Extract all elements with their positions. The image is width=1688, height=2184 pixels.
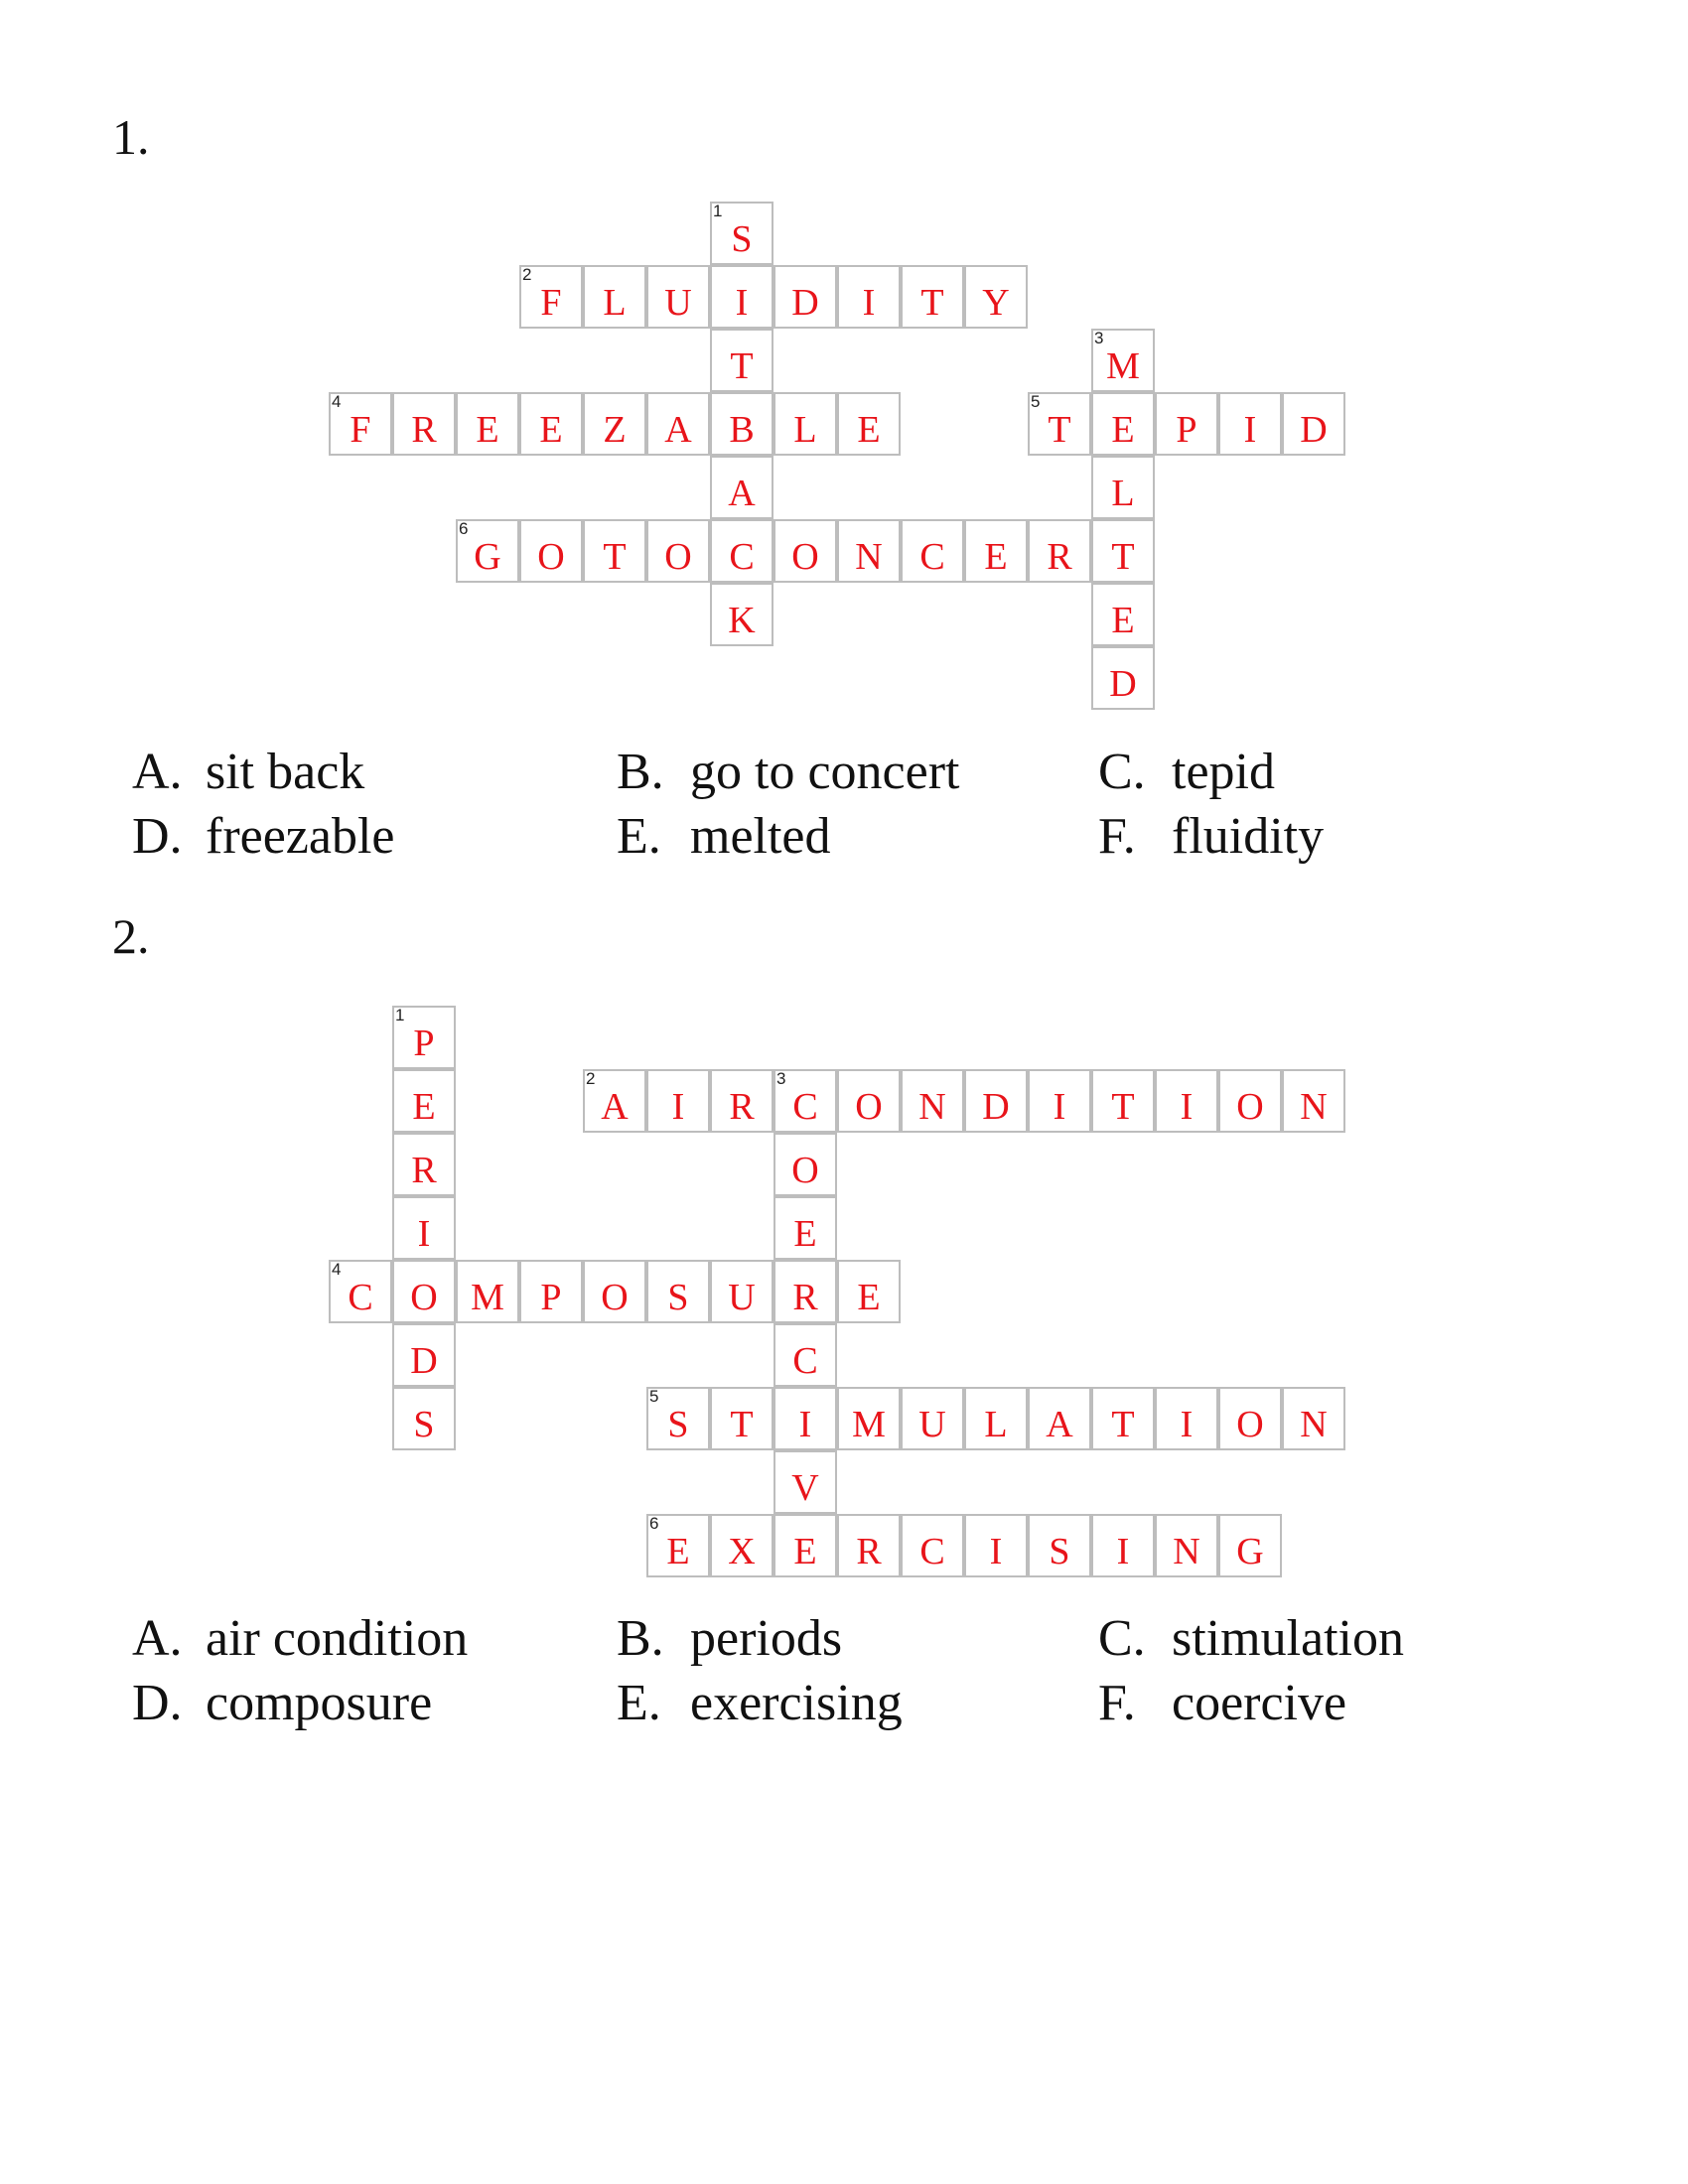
crossword-cell <box>774 1387 837 1450</box>
cell-letter: C <box>792 1340 818 1382</box>
choice-key: C. <box>1098 1610 1146 1667</box>
crossword-cell <box>392 1387 456 1450</box>
crossword-cell <box>519 519 583 583</box>
cell-letter: R <box>411 1150 437 1191</box>
choice-text: coercive <box>1172 1675 1347 1731</box>
cell-letter: M <box>1106 345 1140 387</box>
cell-letter: F <box>350 409 371 451</box>
crossword-cell <box>392 1323 456 1387</box>
choice-key: E. <box>617 1675 661 1731</box>
crossword-cell <box>1091 1387 1155 1450</box>
crossword-cell <box>583 265 646 329</box>
crossword-cell <box>583 519 646 583</box>
cell-letter: X <box>728 1531 756 1572</box>
cell-letter: N <box>1173 1531 1200 1572</box>
crossword-cell <box>774 1133 837 1196</box>
crossword-cell <box>710 202 774 265</box>
crossword-cell <box>1091 1069 1155 1133</box>
answer-choice <box>132 808 395 865</box>
cell-letter: E <box>984 536 1008 578</box>
crossword-cell <box>1155 1387 1218 1450</box>
crossword-cell <box>1091 646 1155 710</box>
crossword-cell <box>837 519 901 583</box>
cell-letter: A <box>1046 1404 1073 1445</box>
crossword-cell <box>1218 1069 1282 1133</box>
cell-letter: S <box>1049 1531 1070 1572</box>
crossword-cell <box>456 1260 519 1323</box>
crossword-cell <box>901 519 964 583</box>
cell-letter: E <box>793 1213 817 1255</box>
cell-letter: O <box>1236 1404 1264 1445</box>
cell-letter: D <box>982 1086 1010 1128</box>
crossword-cell <box>710 456 774 519</box>
choice-key: D. <box>132 808 183 865</box>
crossword-cell <box>392 1133 456 1196</box>
crossword-cell <box>901 1514 964 1577</box>
cell-letter: O <box>410 1277 438 1318</box>
crossword-cell <box>456 392 519 456</box>
answer-choice <box>1098 1610 1404 1667</box>
cell-letter: U <box>918 1404 946 1445</box>
choice-key: E. <box>617 808 661 865</box>
cell-letter: R <box>1047 536 1072 578</box>
clue-number: 3 <box>776 1069 786 1088</box>
crossword-cell <box>1218 1387 1282 1450</box>
crossword-cell <box>329 1260 392 1323</box>
cell-letter: D <box>791 282 819 324</box>
cell-letter: E <box>1111 409 1135 451</box>
crossword-cell <box>1218 392 1282 456</box>
cell-letter: N <box>855 536 883 578</box>
answer-choice <box>132 1675 433 1731</box>
crossword-cell <box>392 1260 456 1323</box>
choice-text: melted <box>690 808 831 865</box>
cell-letter: L <box>984 1404 1008 1445</box>
clue-number: 4 <box>332 1260 342 1279</box>
cell-letter: R <box>792 1277 818 1318</box>
crossword-cell <box>837 1387 901 1450</box>
crossword-cell <box>774 1196 837 1260</box>
puzzle-2-number: 2. <box>112 908 150 964</box>
cell-letter: T <box>603 536 627 578</box>
crossword-cell <box>710 1387 774 1450</box>
choice-text: freezable <box>206 808 395 865</box>
crossword-cell <box>1218 1514 1282 1577</box>
cell-letter: D <box>1109 663 1137 705</box>
cell-letter: M <box>471 1277 504 1318</box>
crossword-cell <box>901 1069 964 1133</box>
cell-letter: R <box>729 1086 755 1128</box>
cell-letter: D <box>410 1340 438 1382</box>
crossword-cell <box>964 1514 1028 1577</box>
crossword-cell <box>583 1069 646 1133</box>
crossword-cell <box>964 1387 1028 1450</box>
choice-key: C. <box>1098 744 1146 800</box>
crossword-cell <box>901 265 964 329</box>
choice-key: F. <box>1098 808 1136 865</box>
crossword-cell <box>519 1260 583 1323</box>
crossword-cell <box>710 1069 774 1133</box>
answer-choice <box>617 1675 903 1731</box>
answer-choice <box>1098 744 1275 800</box>
crossword-cell <box>456 519 519 583</box>
cell-letter: T <box>730 345 754 387</box>
choice-key: D. <box>132 1675 183 1731</box>
crossword-cell <box>1155 392 1218 456</box>
cell-letter: O <box>791 536 819 578</box>
cell-letter: A <box>728 473 756 514</box>
cell-letter: Z <box>603 409 627 451</box>
crossword-cell <box>964 1069 1028 1133</box>
cell-letter: O <box>537 536 565 578</box>
crossword-cell <box>837 1260 901 1323</box>
answer-choice <box>132 744 365 800</box>
cell-letter: O <box>1236 1086 1264 1128</box>
crossword-cell <box>710 519 774 583</box>
crossword-cell <box>583 392 646 456</box>
crossword-cell <box>392 1006 456 1069</box>
cell-letter: I <box>1243 409 1257 451</box>
cell-letter: I <box>735 282 749 324</box>
crossword-cell <box>774 1323 837 1387</box>
cell-letter: N <box>1300 1086 1328 1128</box>
clue-number: 2 <box>522 265 532 284</box>
cell-letter: I <box>1180 1404 1194 1445</box>
cell-letter: C <box>792 1086 818 1128</box>
cell-letter: O <box>791 1150 819 1191</box>
choice-text: composure <box>206 1675 433 1731</box>
crossword-cell <box>774 1260 837 1323</box>
crossword-cell <box>1028 392 1091 456</box>
cell-letter: G <box>474 536 501 578</box>
cell-letter: E <box>1111 600 1135 641</box>
crossword-cell <box>710 392 774 456</box>
answer-choice <box>617 744 960 800</box>
crossword-cell <box>710 583 774 646</box>
cell-letter: N <box>1300 1404 1328 1445</box>
crossword-cell <box>392 1069 456 1133</box>
clue-number: 6 <box>649 1514 659 1533</box>
crossword-cell <box>646 1260 710 1323</box>
crossword-cell <box>1028 1387 1091 1450</box>
cell-letter: O <box>855 1086 883 1128</box>
crossword-cell <box>329 392 392 456</box>
crossword-cell <box>837 1514 901 1577</box>
clue-number: 5 <box>1031 392 1041 411</box>
crossword-cell <box>774 1450 837 1514</box>
cell-letter: K <box>728 600 756 641</box>
crossword-cell <box>710 1260 774 1323</box>
cell-letter: I <box>1180 1086 1194 1128</box>
clue-number: 4 <box>332 392 342 411</box>
cell-letter: E <box>539 409 563 451</box>
cell-letter: R <box>856 1531 882 1572</box>
choice-text: stimulation <box>1172 1610 1404 1667</box>
crossword-cell <box>646 519 710 583</box>
crossword-cell <box>519 265 583 329</box>
choice-text: sit back <box>206 744 365 800</box>
cell-letter: I <box>671 1086 685 1128</box>
choice-key: B. <box>617 1610 664 1667</box>
cell-letter: P <box>1176 409 1197 451</box>
crossword-cell <box>646 392 710 456</box>
crossword-cell <box>519 392 583 456</box>
crossword-cell <box>710 265 774 329</box>
crossword-cell <box>392 1196 456 1260</box>
crossword-cell <box>774 1514 837 1577</box>
cell-letter: T <box>1048 409 1071 451</box>
clue-number: 3 <box>1094 329 1104 347</box>
choice-text: fluidity <box>1172 808 1325 865</box>
crossword-cell <box>901 1387 964 1450</box>
cell-letter: S <box>667 1277 689 1318</box>
crossword-cell <box>964 265 1028 329</box>
crossword-cell <box>1028 1069 1091 1133</box>
cell-letter: I <box>417 1213 431 1255</box>
crossword-cell <box>1155 1069 1218 1133</box>
cell-letter: N <box>918 1086 946 1128</box>
cell-letter: V <box>791 1467 819 1509</box>
crossword-cell <box>964 519 1028 583</box>
cell-letter: E <box>857 1277 881 1318</box>
puzzle-1-number: 1. <box>112 109 150 165</box>
crossword-cell <box>646 1514 710 1577</box>
clue-number: 1 <box>395 1006 405 1024</box>
choice-key: A. <box>132 1610 183 1667</box>
cell-letter: I <box>798 1404 812 1445</box>
crossword-cell <box>1091 392 1155 456</box>
choice-key: B. <box>617 744 664 800</box>
choice-key: F. <box>1098 1675 1136 1731</box>
cell-letter: E <box>857 409 881 451</box>
cell-letter: E <box>412 1086 436 1128</box>
cell-letter: E <box>476 409 499 451</box>
crossword-cell <box>774 265 837 329</box>
choice-key: A. <box>132 744 183 800</box>
cell-letter: S <box>667 1404 689 1445</box>
crossword-cell <box>1091 519 1155 583</box>
cell-letter: C <box>729 536 755 578</box>
cell-letter: T <box>1111 1404 1135 1445</box>
clue-number: 1 <box>713 202 723 220</box>
answer-choice <box>1098 808 1325 865</box>
cell-letter: P <box>413 1023 435 1064</box>
cell-letter: B <box>729 409 755 451</box>
crossword-cell <box>774 392 837 456</box>
cell-letter: C <box>919 536 945 578</box>
cell-letter: S <box>413 1404 435 1445</box>
cell-letter: L <box>1111 473 1135 514</box>
cell-letter: A <box>664 409 692 451</box>
cell-letter: C <box>919 1531 945 1572</box>
cell-letter: E <box>793 1531 817 1572</box>
crossword-cell <box>392 392 456 456</box>
crossword-cell <box>1028 519 1091 583</box>
cell-letter: C <box>348 1277 373 1318</box>
crossword-cell <box>837 1069 901 1133</box>
choice-text: tepid <box>1172 744 1275 800</box>
cell-letter: I <box>862 282 876 324</box>
cell-letter: A <box>601 1086 629 1128</box>
answer-choice <box>617 808 831 865</box>
cell-letter: O <box>601 1277 629 1318</box>
crossword-cell <box>1091 1514 1155 1577</box>
crossword-cell <box>646 1387 710 1450</box>
choice-text: air condition <box>206 1610 469 1667</box>
cell-letter: L <box>603 282 627 324</box>
cell-letter: D <box>1300 409 1328 451</box>
cell-letter: T <box>920 282 944 324</box>
cell-letter: G <box>1236 1531 1264 1572</box>
answer-choice <box>617 1610 843 1667</box>
cell-letter: I <box>1053 1086 1066 1128</box>
crossword-cell <box>1091 329 1155 392</box>
answer-choice <box>1098 1675 1347 1731</box>
crossword-cell <box>710 329 774 392</box>
clue-number: 6 <box>459 519 469 538</box>
crossword-cell <box>1091 583 1155 646</box>
crossword-cell <box>710 1514 774 1577</box>
choice-text: exercising <box>690 1675 903 1731</box>
clue-number: 5 <box>649 1387 659 1406</box>
cell-letter: T <box>1111 536 1135 578</box>
crossword-cell <box>1091 456 1155 519</box>
clue-number: 2 <box>586 1069 596 1088</box>
cell-letter: L <box>793 409 817 451</box>
cell-letter: S <box>731 218 753 260</box>
crossword-cell <box>583 1260 646 1323</box>
crossword-cell <box>1028 1514 1091 1577</box>
cell-letter: P <box>540 1277 562 1318</box>
cell-letter: I <box>989 1531 1003 1572</box>
crossword-cell <box>1282 1069 1345 1133</box>
cell-letter: Y <box>982 282 1010 324</box>
cell-letter: T <box>1111 1086 1135 1128</box>
answer-choice <box>132 1610 469 1667</box>
crossword-cell <box>774 519 837 583</box>
crossword-cell <box>646 265 710 329</box>
cell-letter: U <box>728 1277 756 1318</box>
cell-letter: E <box>666 1531 690 1572</box>
crossword-cell <box>1282 392 1345 456</box>
cell-letter: I <box>1116 1531 1130 1572</box>
choice-text: go to concert <box>690 744 960 800</box>
choice-text: periods <box>690 1610 843 1667</box>
cell-letter: T <box>730 1404 754 1445</box>
cell-letter: F <box>540 282 562 324</box>
cell-letter: O <box>664 536 692 578</box>
crossword-cell <box>837 265 901 329</box>
crossword-cell <box>1282 1387 1345 1450</box>
cell-letter: U <box>664 282 692 324</box>
cell-letter: R <box>411 409 437 451</box>
crossword-cell <box>837 392 901 456</box>
crossword-cell <box>646 1069 710 1133</box>
crossword-cell <box>774 1069 837 1133</box>
cell-letter: M <box>852 1404 886 1445</box>
crossword-cell <box>1155 1514 1218 1577</box>
